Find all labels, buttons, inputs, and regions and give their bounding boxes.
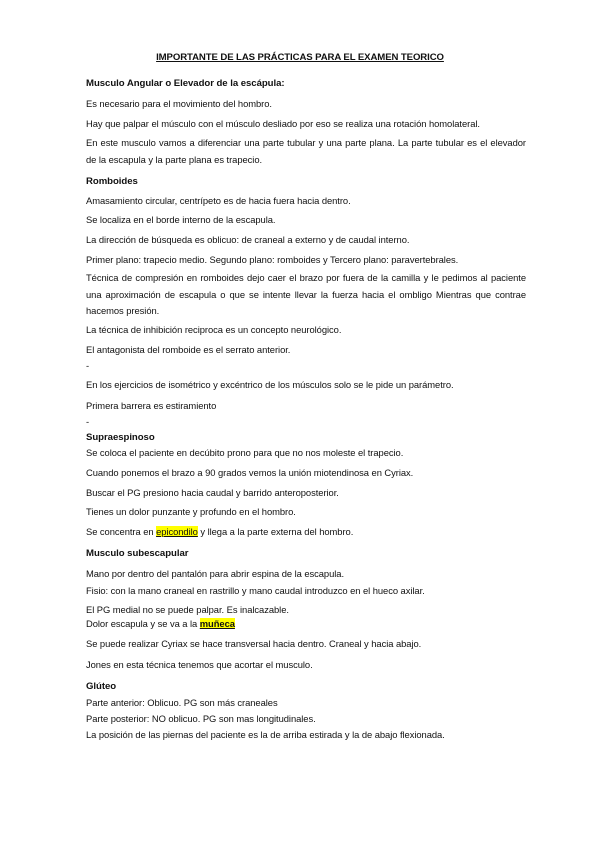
heading-angular: Musculo Angular o Elevador de la escápula: bbox=[86, 78, 285, 89]
paragraph: Se coloca el paciente en decúbito prono para que no nos moleste el trapecio. bbox=[86, 447, 404, 458]
dash-marker: - bbox=[86, 360, 90, 371]
paragraph: La técnica de inhibición reciproca es un concepto neurológico. bbox=[86, 324, 342, 335]
paragraph: Parte posterior: NO oblicuo. PG son mas longitudinales. bbox=[86, 713, 316, 724]
heading-gluteo: Glúteo bbox=[86, 681, 117, 692]
paragraph: Mano por dentro del pantalón para abrir espina de la escapula. bbox=[86, 568, 345, 579]
paragraph: Cuando ponemos el brazo a 90 grados vemos la unión miotendinosa en Cyriax. bbox=[86, 467, 414, 478]
paragraph: Amasamiento circular, centrípeto es de hacia fuera hacia dentro. bbox=[86, 195, 351, 206]
paragraph: Jones en esta técnica tenemos que acortar el musculo. bbox=[86, 659, 313, 670]
paragraph: Se puede realizar Cyriax se hace transversal hacia dentro. Craneal y hacia abajo. bbox=[86, 638, 422, 649]
paragraph: En los ejercicios de isométrico y excéntrico de los músculos solo se le pide un parámetro. bbox=[86, 379, 454, 390]
text-segment: Se concentra en bbox=[86, 526, 157, 537]
paragraph: Primera barrera es estiramiento bbox=[86, 400, 217, 411]
paragraph: Parte anterior: Oblicuo. PG son más craneales bbox=[86, 697, 278, 708]
paragraph: Buscar el PG presiono hacia caudal y barrido anteroposterior. bbox=[86, 487, 339, 498]
paragraph-highlight bbox=[86, 618, 526, 629]
text-segment: Dolor escapula y se va a la bbox=[86, 618, 200, 629]
paragraph-highlight bbox=[86, 526, 526, 537]
heading-supraespinoso: Supraespinoso bbox=[86, 432, 155, 443]
heading-subescapular: Musculo subescapular bbox=[86, 548, 189, 559]
dash-marker: - bbox=[86, 416, 90, 427]
highlighted-word: epicondilo bbox=[156, 526, 198, 537]
heading-romboides: Romboides bbox=[86, 176, 138, 187]
paragraph: Hay que palpar el músculo con el músculo desliado por eso se realiza una rotación homolateral. bbox=[86, 118, 480, 129]
paragraph: El antagonista del romboide es el serrato anterior. bbox=[86, 344, 291, 355]
page-title: IMPORTANTE DE LAS PRÁCTICAS PARA EL EXAMEN TEORICO bbox=[156, 52, 444, 63]
paragraph: Tienes un dolor punzante y profundo en el hombro. bbox=[86, 506, 296, 517]
paragraph: La dirección de búsqueda es oblicuo: de craneal a externo y de caudal interno. bbox=[86, 234, 410, 245]
paragraph: La posición de las piernas del paciente es la de arriba estirada y la de abajo flexionada. bbox=[86, 729, 445, 740]
paragraph: Es necesario para el movimiento del hombro. bbox=[86, 98, 272, 109]
paragraph: Primer plano: trapecio medio. Segundo plano: romboides y Tercero plano: paravertebrales. bbox=[86, 254, 459, 265]
paragraph: Técnica de compresión en romboides dejo caer el brazo por fuera de la camilla y le pedimos al paciente una aproximación de escapula o que se intente llevar la fuerza hacia el ombligo Mientras que contrae hacemos presión. bbox=[86, 272, 526, 316]
paragraph: Se localiza en el borde interno de la escapula. bbox=[86, 214, 276, 225]
paragraph: En este musculo vamos a diferenciar una parte tubular y una parte plana. La parte tubular es el elevador de la escapula y la parte plana es trapecio. bbox=[86, 137, 526, 165]
paragraph: El PG medial no se puede palpar. Es inalcazable. bbox=[86, 604, 289, 615]
text-segment: y llega a la parte externa del hombro. bbox=[197, 526, 354, 537]
highlighted-word: muñeca bbox=[199, 618, 235, 629]
paragraph: Fisio: con la mano craneal en rastrillo y mano caudal introduzco en el hueco axilar. bbox=[86, 585, 425, 596]
